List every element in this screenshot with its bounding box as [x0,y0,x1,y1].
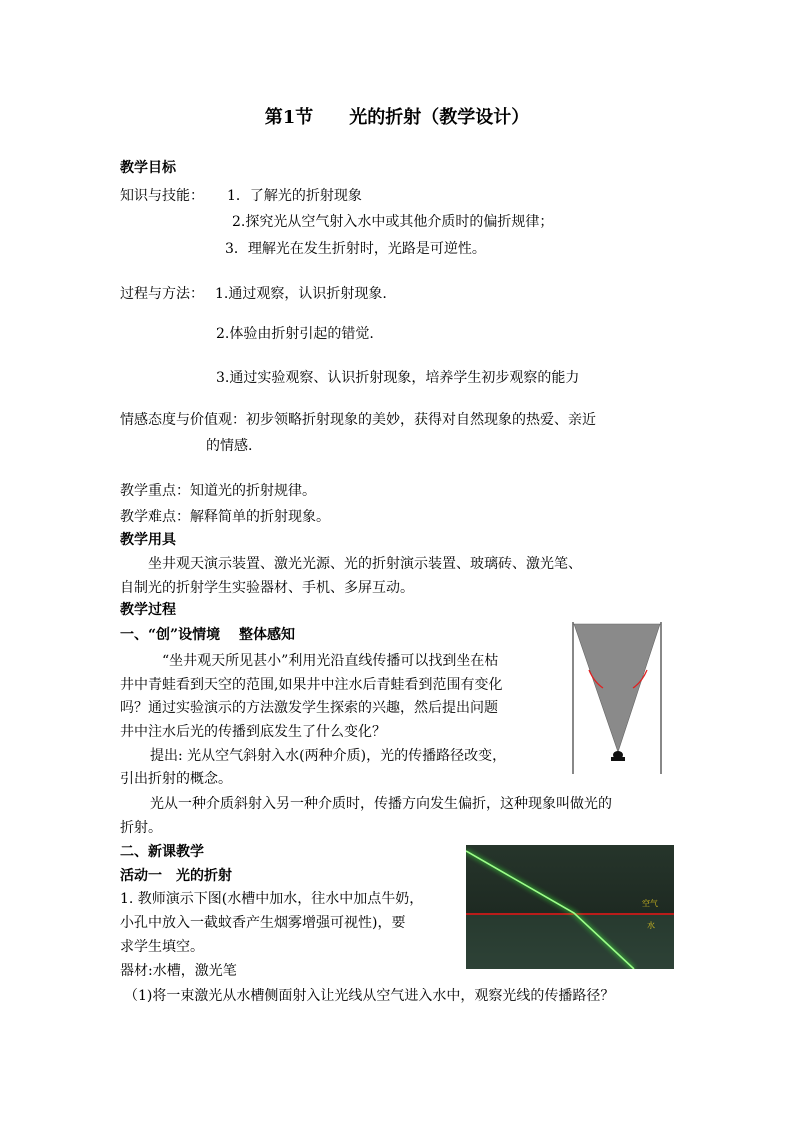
emotion-line-2: 的情感. [206,438,253,454]
view-cone [574,624,660,752]
water-region [466,913,674,969]
emotion-line-1: 情感态度与价值观：初步领略折射现象的美妙，获得对自然现象的热爱、亲近 [120,412,596,428]
difficulty: 教学难点：解释简单的折射现象。 [120,509,330,525]
page-title: 第1节 光的折射（教学设计） [264,107,530,128]
laser-refraction-photo [466,845,674,969]
tools-heading: 教学用具 [120,532,176,548]
air-label: 空气 [642,899,658,908]
p2-line-2: 引出折射的概念。 [120,771,232,787]
p1-line-1: “坐井观天所见甚小”利用光沿直线传播可以找到坐在枯 [162,653,499,669]
process-item-1: 1.通过观察，认识折射现象. [215,286,387,302]
key-point: 教学重点：知道光的折射规律。 [120,483,316,499]
tools-line-2: 自制光的折射学生实验器材、手机、多屏互动。 [120,580,414,596]
process-heading: 教学过程 [120,602,176,618]
well-diagram [572,622,662,774]
knowledge-label: 知识与技能： [120,188,204,204]
goals-heading: 教学目标 [120,160,176,176]
p3-line-2: 折射。 [120,820,162,836]
frog-icon [611,751,625,761]
process-label: 过程与方法： [120,286,204,302]
a1-line-2: 小孔中放入一截蚊香产生烟雾增强可视性)，要 [120,915,406,931]
p2-line-1: 提出: 光从空气斜射入水(两种介质)，光的传播路径改变， [150,748,507,764]
equipment: 器材:水槽，激光笔 [120,963,237,979]
a1-line-3: 求学生填空。 [120,939,204,955]
tools-line-1: 坐井观天演示装置、激光光源、光的折射演示装置、玻璃砖、激光笔、 [148,556,582,572]
part1-heading: 一、“创”设情境 整体感知 [120,627,295,643]
process-item-2: 2.体验由折射引起的错觉. [216,326,374,342]
process-item-3: 3.通过实验观察、认识折射现象，培养学生初步观察的能力 [216,370,580,386]
part2-heading: 二、新课教学 [120,844,204,860]
p1-line-4: 井中注水后光的传播到底发生了什么变化？ [120,724,386,740]
step-1: （1)将一束激光从水槽侧面射入让光线从空气进入水中，观察光线的传播路径？ [124,988,615,1004]
knowledge-item-1: 1．了解光的折射现象 [227,188,362,204]
knowledge-item-3: 3．理解光在发生折射时，光路是可逆性。 [225,241,486,257]
knowledge-item-2: 2.探究光从空气射入水中或其他介质时的偏折规律； [232,214,554,230]
activity-heading: 活动一 光的折射 [120,868,232,884]
p3-line-1: 光从一种介质斜射入另一种介质时，传播方向发生偏折，这种现象叫做光的 [150,796,612,812]
a1-line-1: 1. 教师演示下图(水槽中加水，往水中加点牛奶， [120,891,424,907]
p1-line-2: 井中青蛙看到天空的范围,如果井中注水后青蛙看到范围有变化 [120,677,503,693]
p1-line-3: 吗？通过实验演示的方法激发学生探索的兴趣，然后提出问题 [120,700,498,716]
water-label: 水 [647,921,655,930]
